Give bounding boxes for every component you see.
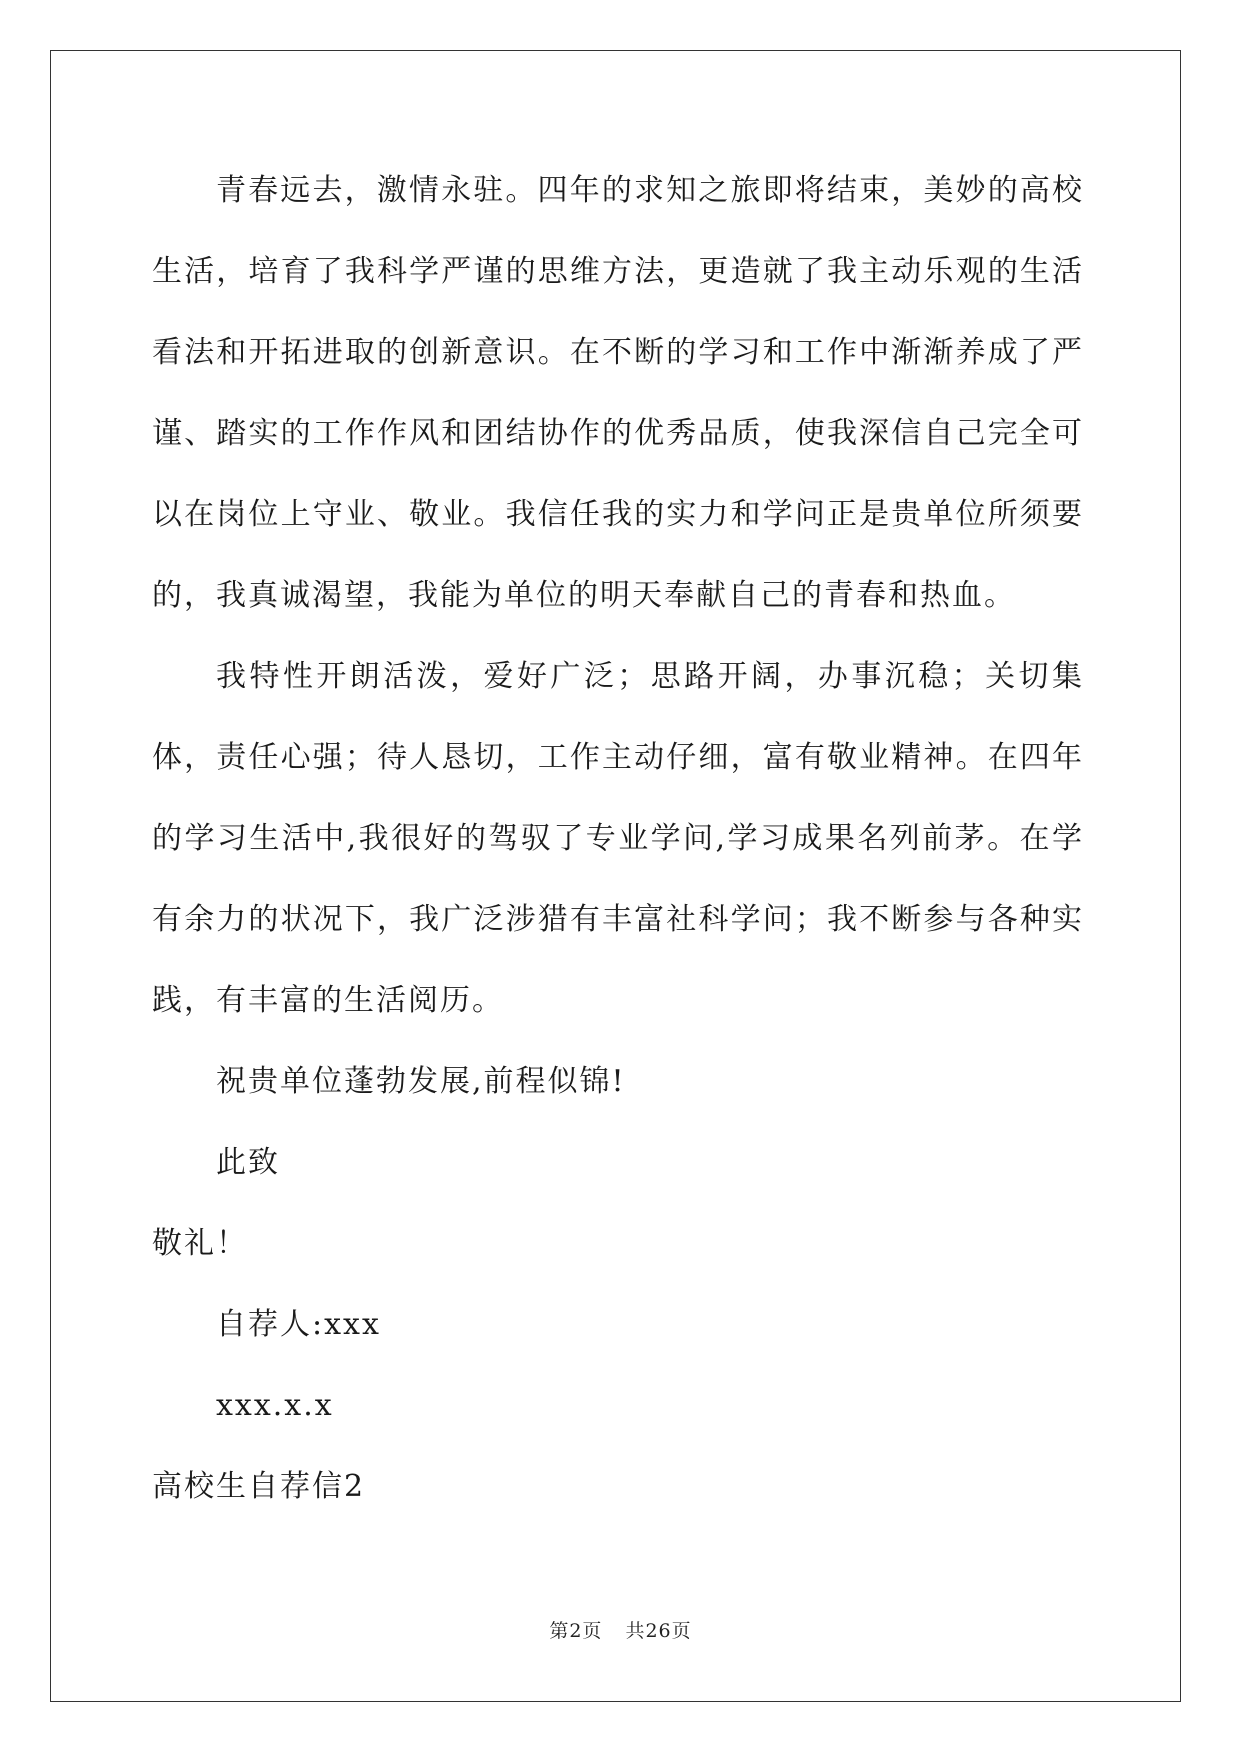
page-footer [0, 1616, 1241, 1643]
date-line: xxx.x.x [216, 1388, 334, 1423]
closing-regards: 敬礼！ [152, 1226, 248, 1261]
closing-salutation: 此致 [216, 1145, 280, 1180]
page-total: 共26页 [625, 1620, 692, 1642]
wish-line: 祝贵单位蓬勃发展,前程似锦! [216, 1064, 626, 1099]
paragraph-2: 我特性开朗活泼，爱好广泛；思路开阔，办事沉稳；关切集体，责任心强；待人恳切，工作主动仔细，富有敬业精神。在四年的学习生活中,我很好的驾驭了专业学问,学习成果名列前茅。在学有余力的状况下，我广泛涉猎有丰富社科学问；我不断参与各种实践，有丰富的生活阅历。 [152, 659, 1084, 1018]
next-letter-title: 高校生自荐信2 [152, 1469, 366, 1504]
page-number: 第2页 [549, 1620, 603, 1642]
letter-body [152, 150, 1084, 1527]
signature-line: 自荐人:xxx [216, 1307, 381, 1342]
paragraph-1: 青春远去，激情永驻。四年的求知之旅即将结束，美妙的高校生活，培育了我科学严谨的思维方法，更造就了我主动乐观的生活看法和开拓进取的创新意识。在不断的学习和工作中渐渐养成了严谨、踏实的工作作风和团结协作的优秀品质，使我深信自己完全可以在岗位上守业、敬业。我信任我的实力和学问正是贵单位所须要的，我真诚渴望，我能为单位的明天奉献自己的青春和热血。 [152, 173, 1084, 613]
